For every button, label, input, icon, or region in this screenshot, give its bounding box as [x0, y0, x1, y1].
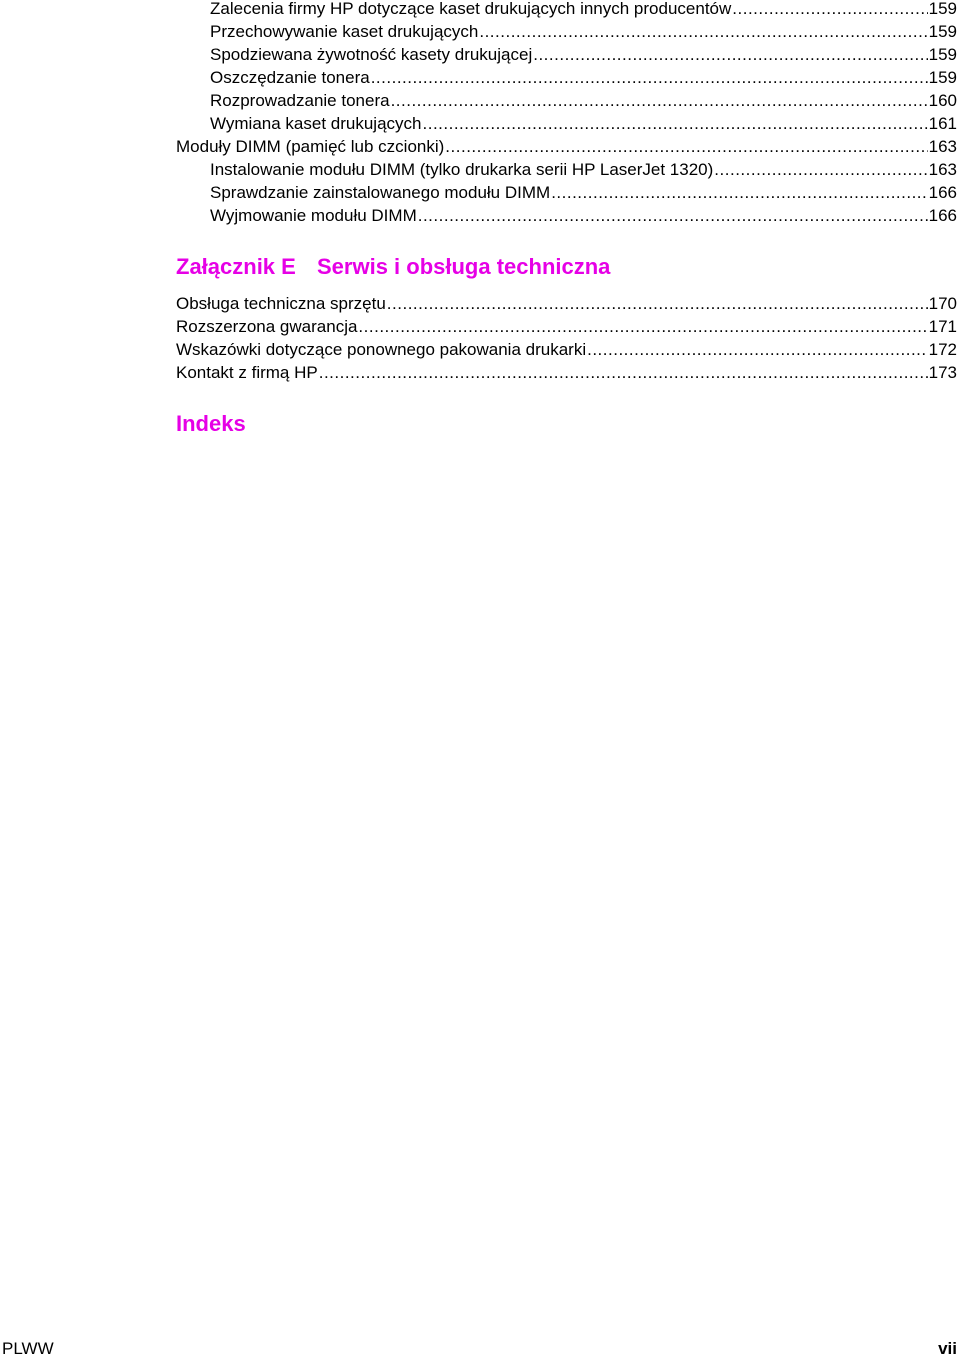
- toc-entry-title: Wskazówki dotyczące ponownego pakowania drukarki: [176, 340, 587, 359]
- toc-entry-title: Przechowywanie kaset drukujących: [210, 22, 479, 41]
- toc-entry[interactable]: [176, 316, 957, 338]
- toc-entry-title: Kontakt z firmą HP: [176, 363, 318, 382]
- appendix-e-label: Załącznik E: [176, 254, 296, 279]
- toc-entry[interactable]: [176, 136, 957, 158]
- page-footer: [0, 1338, 960, 1360]
- toc-entry-page: 171: [928, 317, 957, 336]
- toc-entry-title: Zalecenia firmy HP dotyczące kaset drukujących innych producentów: [210, 0, 732, 18]
- toc-dot-leader: [533, 44, 927, 66]
- toc-entry-page: 166: [928, 183, 957, 202]
- toc-entry-title: Instalowanie modułu DIMM (tylko drukarka serii HP LaserJet 1320): [210, 160, 714, 179]
- toc-dot-leader: [479, 21, 927, 43]
- toc-dot-leader: [587, 339, 928, 361]
- toc-entry[interactable]: [176, 339, 957, 361]
- toc-entry-title: Rozszerzona gwarancja: [176, 317, 358, 336]
- toc-entry[interactable]: [210, 67, 957, 89]
- toc-dot-leader: [319, 362, 928, 384]
- toc-entry[interactable]: [176, 362, 957, 384]
- footer-doc-code: PLWW: [2, 1339, 54, 1358]
- toc-entry[interactable]: [210, 182, 957, 204]
- toc-entry-title: Wymiana kaset drukujących: [210, 114, 422, 133]
- toc-entry-page: 170: [928, 294, 957, 313]
- toc-dot-leader: [732, 0, 927, 20]
- toc-entry-title: Oszczędzanie tonera: [210, 68, 370, 87]
- toc-dot-leader: [551, 182, 927, 204]
- appendix-e-title: Serwis i obsługa techniczna: [317, 254, 611, 279]
- toc-entry[interactable]: [210, 205, 957, 227]
- toc-dot-leader: [358, 316, 927, 338]
- toc-entry-page: 159: [928, 0, 957, 18]
- toc-entry-page: 159: [928, 68, 957, 87]
- toc-entry[interactable]: [210, 21, 957, 43]
- toc-dot-leader: [714, 159, 927, 181]
- toc-entry[interactable]: [210, 0, 957, 20]
- toc-entry-title: Obsługa techniczna sprzętu: [176, 294, 386, 313]
- toc-dot-leader: [391, 90, 928, 112]
- appendix-e-heading[interactable]: [176, 253, 610, 281]
- toc-dot-leader: [387, 293, 928, 315]
- toc-entry-page: 163: [928, 137, 957, 156]
- toc-dot-leader: [371, 67, 928, 89]
- toc-entry-title: Spodziewana żywotność kasety drukującej: [210, 45, 533, 64]
- toc-entry[interactable]: [210, 159, 957, 181]
- index-heading[interactable]: Indeks: [176, 411, 246, 436]
- toc-entry-page: 159: [928, 45, 957, 64]
- toc-entry-page: 173: [928, 363, 957, 382]
- toc-entry-title: Rozprowadzanie tonera: [210, 91, 390, 110]
- toc-entry-title: Moduły DIMM (pamięć lub czcionki): [176, 137, 445, 156]
- footer-page-number: vii: [938, 1339, 957, 1358]
- toc-entry-page: 159: [928, 22, 957, 41]
- toc-entry[interactable]: [210, 90, 957, 112]
- toc-entry-title: Wyjmowanie modułu DIMM: [210, 206, 417, 225]
- toc-entry-page: 160: [928, 91, 957, 110]
- toc-entry[interactable]: [176, 293, 957, 315]
- toc-dot-leader: [423, 113, 928, 135]
- toc-entry-title: Sprawdzanie zainstalowanego modułu DIMM: [210, 183, 551, 202]
- toc-entry-page: 161: [928, 114, 957, 133]
- toc-dot-leader: [418, 205, 928, 227]
- toc-entry-page: 172: [928, 340, 957, 359]
- toc-entry[interactable]: [210, 113, 957, 135]
- toc-entry-page: 166: [928, 206, 957, 225]
- toc-dot-leader: [445, 136, 927, 158]
- toc-entry-page: 163: [928, 160, 957, 179]
- toc-entry[interactable]: [210, 44, 957, 66]
